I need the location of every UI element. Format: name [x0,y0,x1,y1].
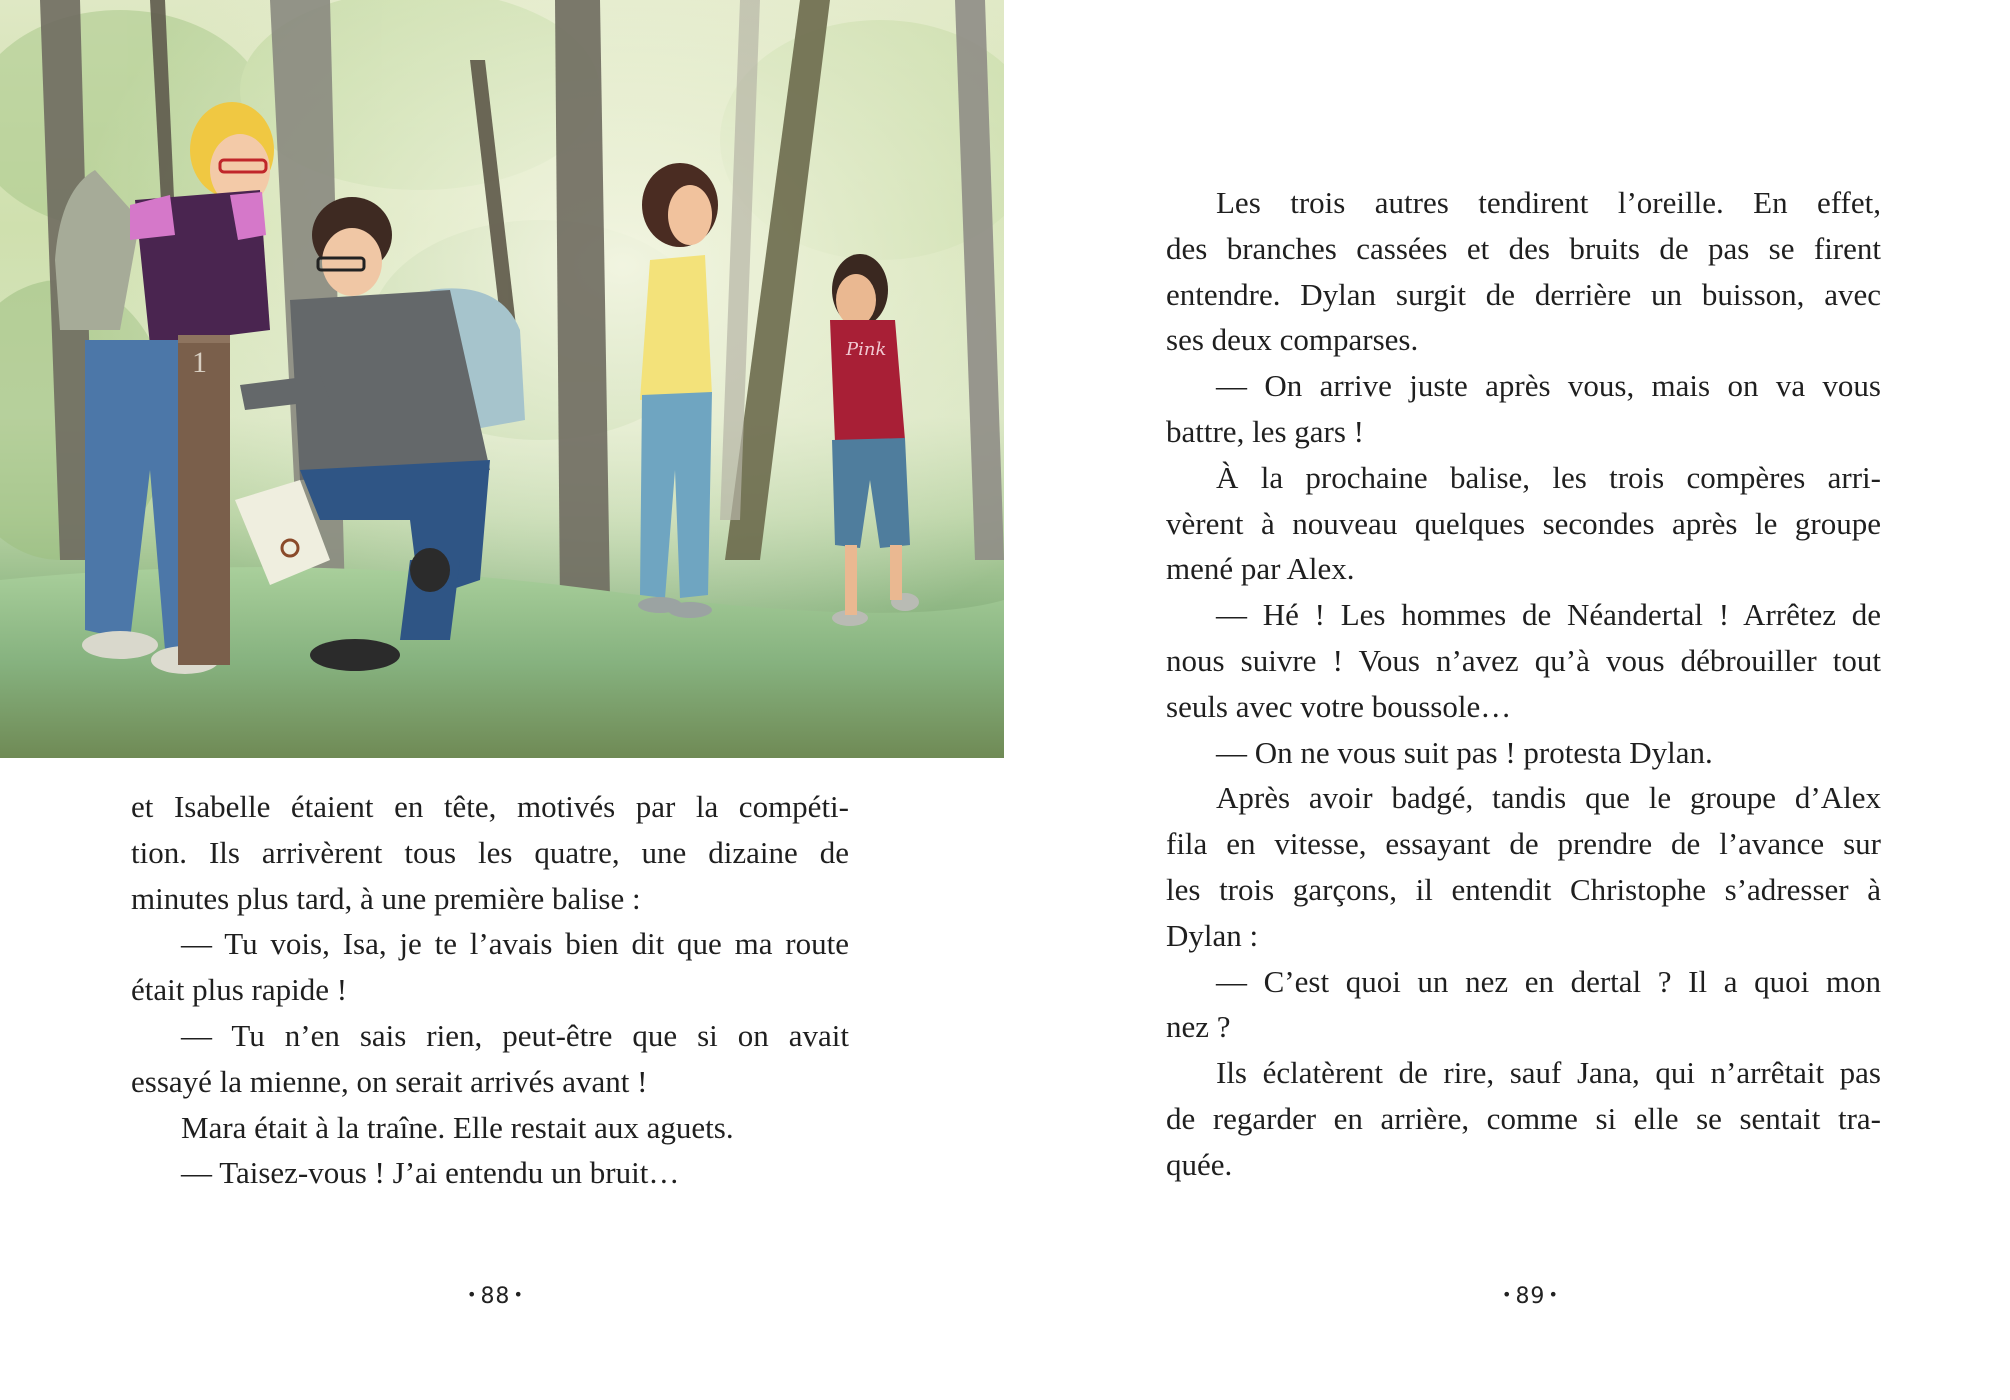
folio-dot-icon: • [1548,1285,1559,1304]
text-line: battre, les gars ! [1166,413,1364,449]
text-line: — Hé ! Les hommes de Néandertal ! Arrêtez de [1216,597,1881,633]
svg-text:Pink: Pink [846,339,887,360]
folio-dot-icon: • [1502,1285,1513,1304]
page-number-right [1499,1284,1562,1309]
text-line: les trois garçons, il entendit Christophe s’adresser à [1166,871,1881,907]
text-line: seuls avec votre boussole… [1166,688,1512,724]
folio-dot-icon: • [513,1285,524,1304]
forest-illustration [0,0,1004,758]
svg-text:1: 1 [192,346,207,379]
text-line: — C’est quoi un nez en dertal ? Il a quoi mon [1216,963,1881,999]
text-line: essayé la mienne, on serait arrivés avant ! [131,1063,648,1099]
text-line: nez ? [1166,1009,1231,1045]
left-page-text [131,784,849,1196]
text-line: — Tu vois, Isa, je te l’avais bien dit que ma route [181,926,849,962]
text-line: — On arrive juste après vous, mais on va vous [1216,368,1881,404]
text-line: Dylan : [1166,917,1259,953]
folio-dot-icon: • [467,1285,478,1304]
text-line: nous suivre ! Vous n’avez qu’à vous débrouiller tout [1166,642,1881,678]
text-line: vèrent à nouveau quelques secondes après le groupe [1166,505,1881,541]
page-number-text: 89 [1515,1284,1546,1309]
text-line: Les trois autres tendirent l’oreille. En effet, [1216,185,1881,220]
text-line: Mara était à la traîne. Elle restait aux aguets. [181,1109,734,1145]
right-page [1005,0,2010,1400]
forest-scene-image [0,0,1004,758]
text-line: entendre. Dylan surgit de derrière un buisson, avec [1166,276,1881,312]
text-line: Ils éclatèrent de rire, sauf Jana, qui n’arrêtait pas [1216,1055,1881,1091]
text-line: était plus rapide ! [131,972,348,1008]
text-line: quée. [1166,1146,1233,1182]
page-number-text: 88 [480,1284,511,1309]
text-line: fila en vitesse, essayant de prendre de l’avance sur [1166,826,1881,862]
text-line: À la prochaine balise, les trois compères arri- [1216,459,1881,495]
text-line: — Taisez-vous ! J’ai entendu un bruit… [181,1155,680,1191]
text-line: — On ne vous suit pas ! protesta Dylan. [1216,734,1713,770]
text-line: mené par Alex. [1166,551,1355,587]
text-line: des branches cassées et des bruits de pas se firent [1166,230,1881,266]
text-line: — Tu n’en sais rien, peut-être que si on avait [181,1017,849,1053]
text-line: et Isabelle étaient en tête, motivés par la compéti- [131,789,849,824]
text-line: tion. Ils arrivèrent tous les quatre, une dizaine de [131,834,849,870]
text-line: de regarder en arrière, comme si elle se sentait tra- [1166,1100,1881,1136]
text-line: ses deux comparses. [1166,322,1419,358]
text-line: minutes plus tard, à une première balise : [131,880,641,916]
marker-post [178,335,230,665]
right-page-text [1166,180,1881,1188]
page-number-left [464,1284,527,1309]
text-line: Après avoir badgé, tandis que le groupe d’Alex [1216,780,1881,816]
